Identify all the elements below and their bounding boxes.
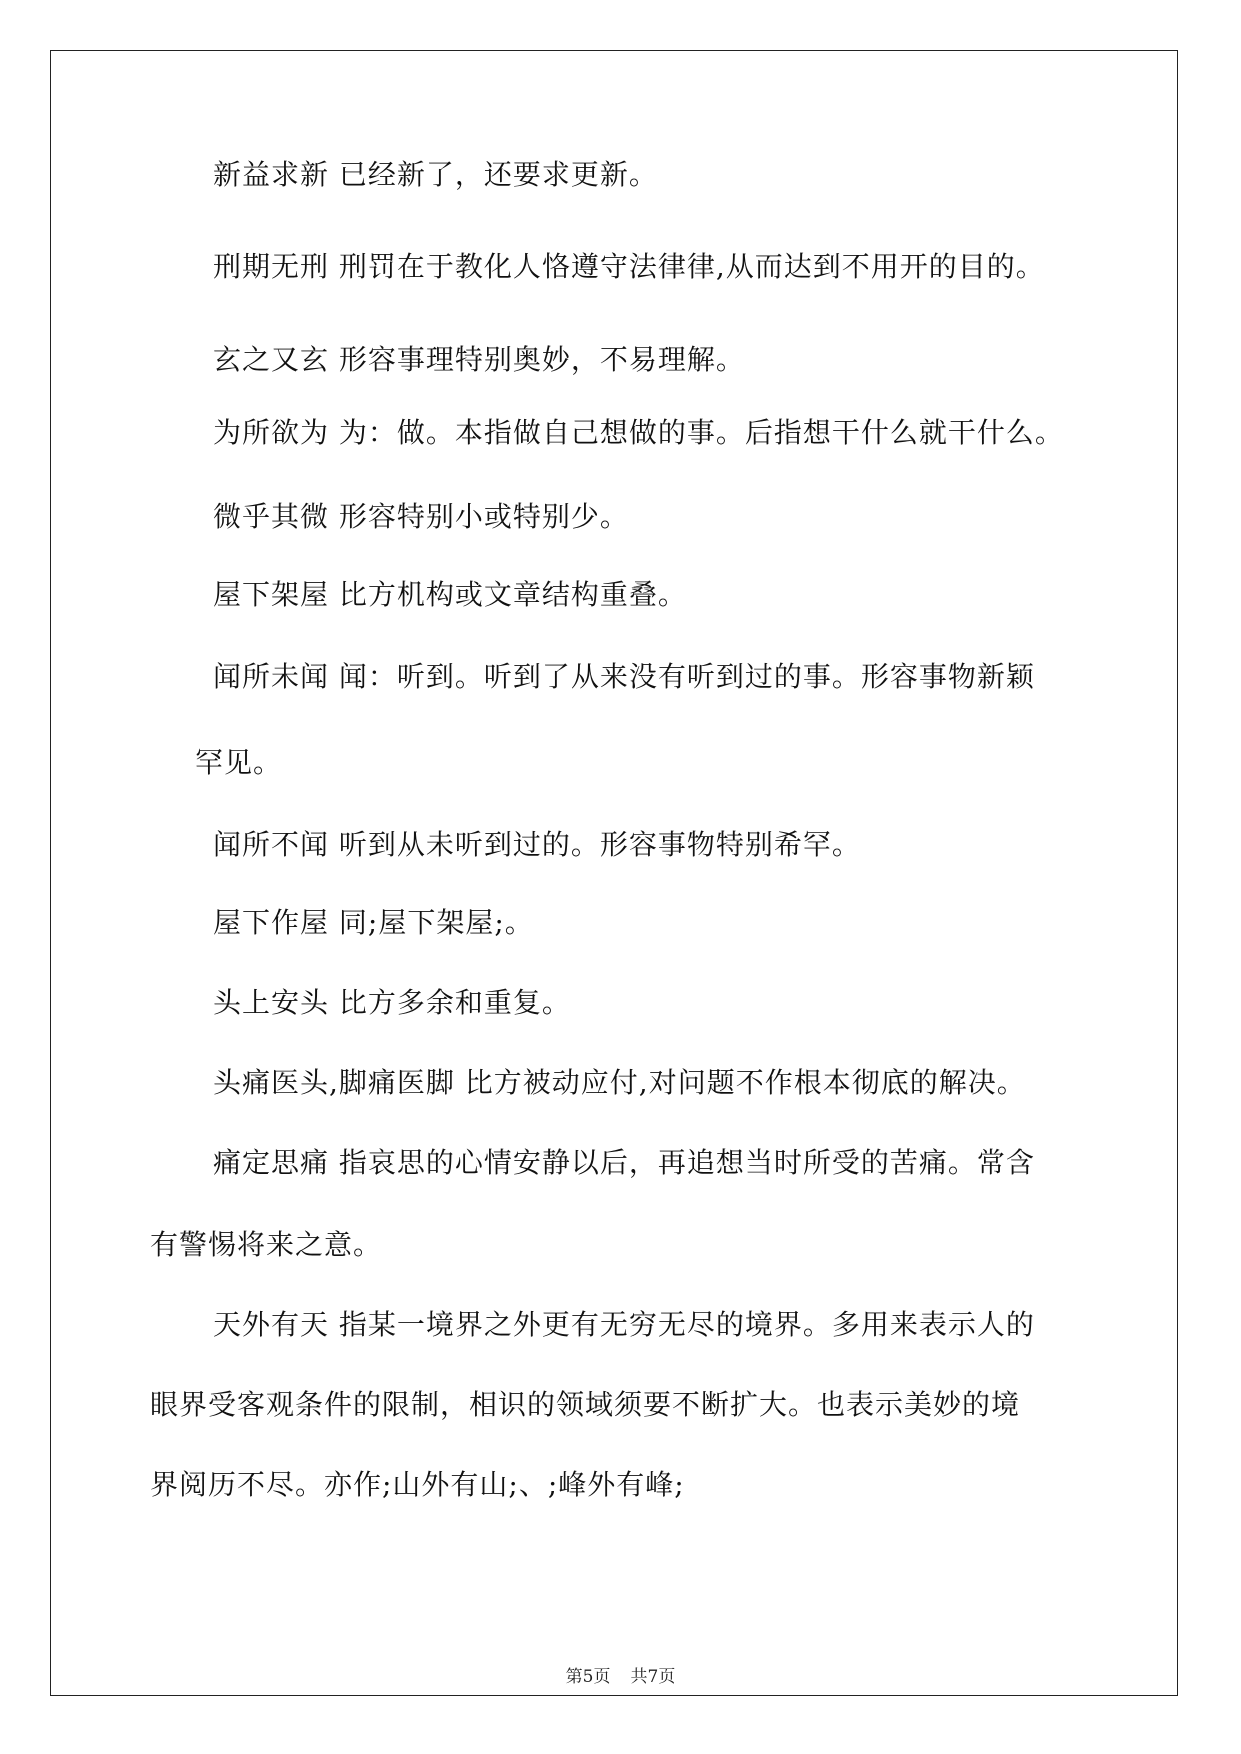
- text-line-13: 痛定思痛 指哀思的心情安静以后，再追想当时所受的苦痛。常含: [213, 1146, 1035, 1179]
- page-border: [50, 50, 1178, 1696]
- page-footer: [0, 1665, 1241, 1689]
- text-line-10: 屋下作屋 同;屋下架屋;。: [213, 906, 534, 939]
- text-line-2: 刑期无刑 刑罚在于教化人恪遵守法律律,从而达到不用开的目的。: [213, 250, 1045, 283]
- text-line-1: 新益求新 已经新了，还要求更新。: [213, 158, 658, 191]
- text-line-16: 眼界受客观条件的限制，相识的领域须要不断扩大。也表示美妙的境: [150, 1388, 1021, 1421]
- page-total: 共7页: [630, 1667, 676, 1687]
- text-line-8: 罕见。: [195, 746, 283, 779]
- page-number: 第5页: [565, 1667, 611, 1687]
- text-line-12: 头痛医头,脚痛医脚 比方被动应付,对问题不作根本彻底的解决。: [213, 1066, 1026, 1099]
- text-line-11: 头上安头 比方多余和重复。: [213, 986, 571, 1019]
- text-line-15: 天外有天 指某一境界之外更有无穷无尽的境界。多用来表示人的: [213, 1308, 1035, 1341]
- text-line-7: 闻所未闻 闻：听到。听到了从来没有听到过的事。形容事物新颖: [213, 660, 1035, 693]
- text-line-9: 闻所不闻 听到从未听到过的。形容事物特别希罕。: [213, 828, 861, 861]
- text-line-14: 有警惕将来之意。: [150, 1228, 383, 1261]
- text-line-3: 玄之又玄 形容事理特别奥妙，不易理解。: [213, 343, 745, 376]
- text-line-4: 为所欲为 为：做。本指做自己想做的事。后指想干什么就干什么。: [213, 416, 1064, 449]
- text-line-6: 屋下架屋 比方机构或文章结构重叠。: [213, 578, 687, 611]
- text-line-17: 界阅历不尽。亦作;山外有山;、;峰外有峰;: [150, 1468, 685, 1501]
- text-line-5: 微乎其微 形容特别小或特别少。: [213, 500, 629, 533]
